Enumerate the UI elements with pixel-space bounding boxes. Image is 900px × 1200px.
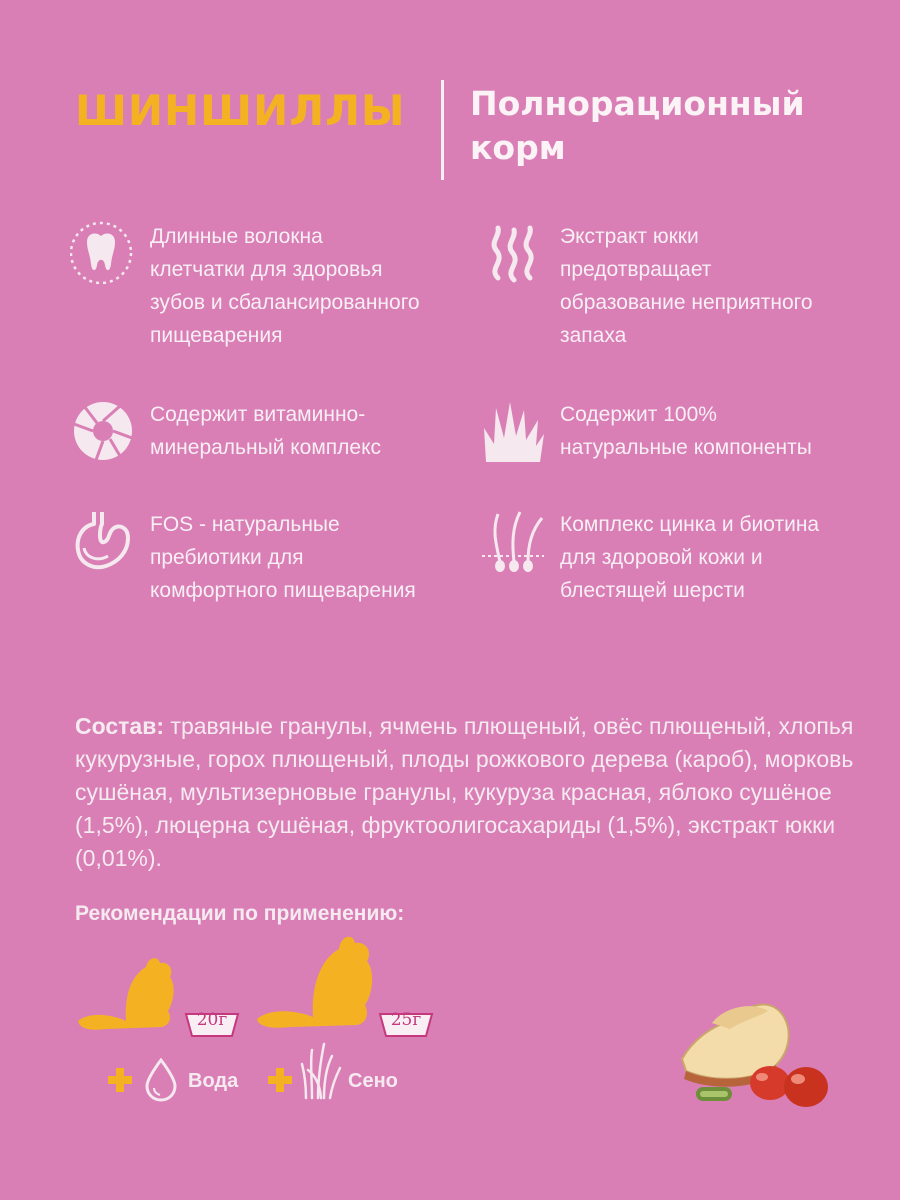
feature-line: FOS - натуральные	[150, 513, 340, 536]
hay-icon	[300, 1042, 342, 1100]
feature-line: Содержит 100%	[560, 403, 717, 426]
steam-icon	[480, 220, 546, 286]
feature-line: натуральные компоненты	[560, 436, 812, 459]
subtitle-line: Полнорационный	[470, 84, 805, 123]
feature-line: предотвращает	[560, 258, 712, 281]
aperture-icon	[70, 398, 136, 464]
feature-line: Экстракт юкки	[560, 225, 699, 248]
recommendations-title: Рекомендации по применению:	[75, 902, 405, 925]
plus-icon	[106, 1066, 134, 1094]
food-illustration	[672, 995, 832, 1110]
feature-line: запаха	[560, 324, 627, 347]
hair-icon	[480, 508, 546, 574]
feature-line: для здоровой кожи и	[560, 546, 763, 569]
composition-line-text: травяные гранулы, ячмень плющеный, овёс плющеный, хлопья	[164, 713, 854, 739]
feature-vitamins	[70, 398, 381, 464]
composition-line	[75, 710, 855, 743]
feature-line: Комплекс цинка и биотина	[560, 513, 820, 536]
portion-large-label: 25г	[390, 1010, 422, 1030]
grass-icon	[480, 398, 546, 464]
feature-line: пребиотики для	[150, 546, 304, 569]
feature-line: минеральный комплекс	[150, 436, 382, 459]
plus-icon	[266, 1066, 294, 1094]
composition-line: кукурузные, горох плющеный, плоды рожкового дерева (кароб), морковь	[75, 746, 854, 772]
composition-label: Состав:	[75, 713, 165, 739]
stomach-icon	[70, 508, 136, 574]
feature-line: образование неприятного	[560, 291, 813, 314]
product-subtitle	[470, 82, 805, 170]
feature-text	[560, 220, 813, 352]
feature-line: комфортного пищеварения	[150, 579, 416, 602]
chinchilla-large-icon	[255, 933, 385, 1035]
feature-yucca	[480, 220, 813, 352]
feature-line: зубов и сбалансированного	[150, 291, 420, 314]
feature-line: Содержит витаминно-	[150, 403, 366, 426]
tooth-icon	[70, 220, 136, 286]
feature-fiber	[70, 220, 420, 352]
header	[75, 78, 855, 183]
chinchilla-small-icon	[76, 955, 186, 1035]
feature-text	[150, 508, 416, 607]
feature-line: пищеварения	[150, 324, 283, 347]
feature-text	[150, 220, 420, 352]
composition-line: сушёная, мультизерновые гранулы, кукуруза красная, яблоко сушёное	[75, 779, 832, 805]
subtitle-line: корм	[470, 128, 566, 167]
feature-text	[560, 398, 812, 464]
water-drop-icon	[144, 1058, 178, 1102]
feature-text	[560, 508, 819, 607]
composition-line: (1,5%), люцерна сушёная, фруктоолигосахариды (1,5%), экстракт юкки (0,01%).	[75, 812, 836, 871]
feature-zinc-biotin	[480, 508, 819, 607]
feature-text	[150, 398, 381, 464]
composition-text	[75, 710, 855, 875]
header-divider	[441, 80, 444, 180]
feature-fos	[70, 508, 416, 607]
hay-label: Сено	[348, 1070, 398, 1092]
water-label: Вода	[188, 1070, 239, 1092]
feature-natural	[480, 398, 812, 464]
portion-small-label: 20г	[196, 1010, 228, 1030]
feature-line: Длинные волокна	[150, 225, 323, 248]
feature-line: клетчатки для здоровья	[150, 258, 383, 281]
feature-line: блестящей шерсти	[560, 579, 745, 602]
brand-title: ШИНШИЛЛЫ	[75, 86, 406, 135]
